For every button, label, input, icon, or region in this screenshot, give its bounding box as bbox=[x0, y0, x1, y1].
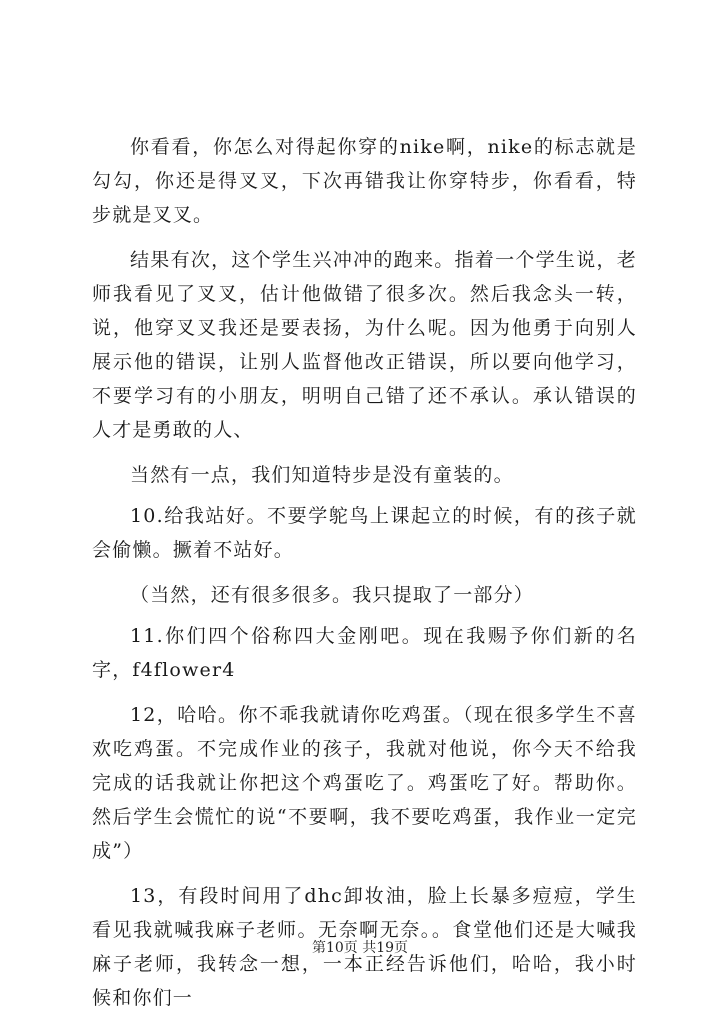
paragraph-xtep-note: 当然有一点，我们知道特步是没有童装的。 bbox=[130, 464, 514, 486]
paragraph-nike: 你看看，你怎么对得起你穿的nike啊，nike的标志就是勾勾，你还是得叉叉，下次再错我让你穿特步，你看看，特步就是叉叉。 bbox=[92, 136, 637, 226]
paragraph-student-story: 结果有次，这个学生兴冲冲的跑来。指着一个学生说，老师我看见了叉叉，估计他做错了很多次。然后我念头一转，说，他穿叉叉我还是要表扬，为什么呢。因为他勇于向别人展示他的错误，让别人监督他改正错误，所以要向他学习，不要学习有的小朋友，明明自己错了还不承认。承认错误的人才是勇敢的人、 bbox=[92, 249, 637, 441]
page-number-footer: 第10页 共19页 bbox=[311, 940, 409, 956]
paragraph-item-12: 12，哈哈。你不乖我就请你吃鸡蛋。（现在很多学生不喜欢吃鸡蛋。不完成作业的孩子，我就对他说，你今天不给我完成的话我就让你把这个鸡蛋吃了。鸡蛋吃了好。帮助你。然后学生会慌忙的说“不要啊，我不要吃鸡蛋，我作业一定完成”） bbox=[92, 704, 637, 862]
paragraph-item-11: 11.你们四个俗称四大金刚吧。现在我赐予你们新的名字，f4flower4 bbox=[92, 625, 637, 681]
paragraph-item-13: 13，有段时间用了dhc卸妆油，脸上长暴多痘痘，学生看见我就喊我麻子老师。无奈啊无奈。。食堂他们还是大喊我麻子老师，我转念一想，一本正经告诉他们，哈哈，我小时候和你们一 bbox=[92, 885, 637, 1009]
paragraph-item-10: 10.给我站好。不要学鸵鸟上课起立的时候，有的孩子就会偷懒。撅着不站好。 bbox=[92, 505, 637, 561]
document-body bbox=[92, 130, 637, 1026]
paragraph-aside: （当然，还有很多很多。我只提取了一部分） bbox=[130, 584, 535, 606]
